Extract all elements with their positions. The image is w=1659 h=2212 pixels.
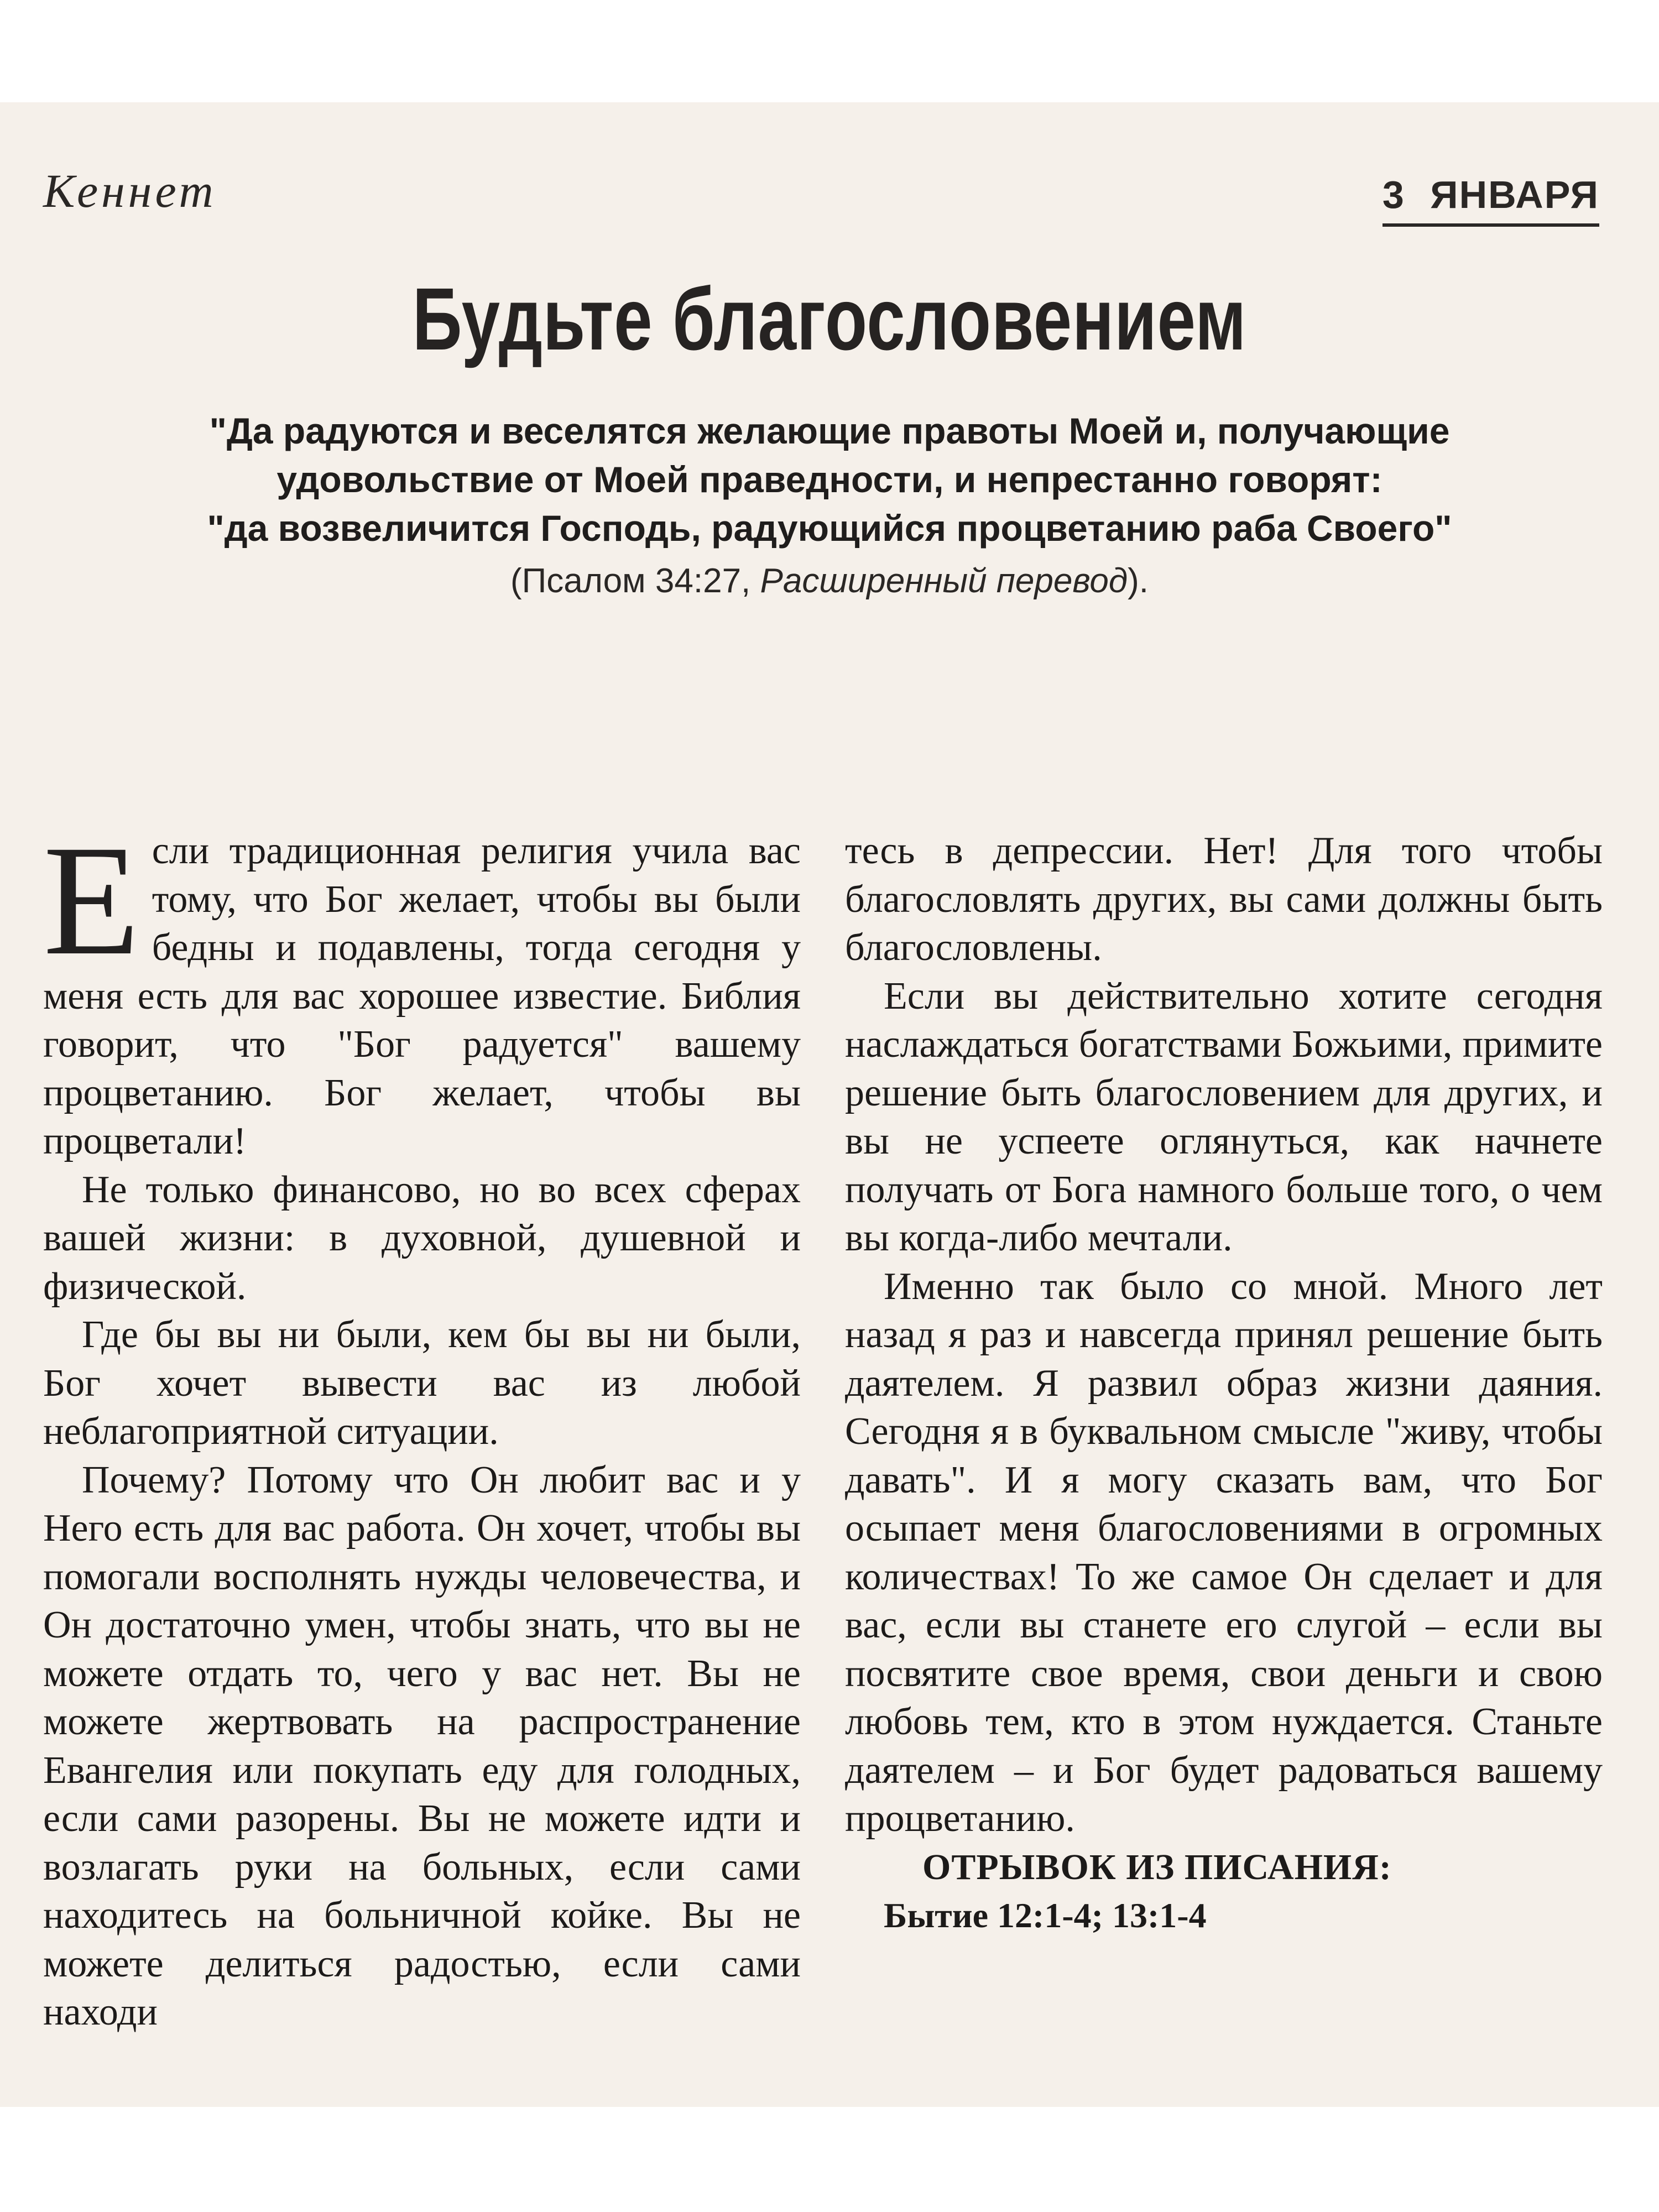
scripture-reading-reference: Бытие 12:1-4; 13:1-4 — [884, 1896, 1207, 1935]
citation-reference: (Псалом 34:27, — [510, 562, 760, 600]
date-month: ЯНВАРЯ — [1430, 173, 1599, 216]
page-title: Будьте благословением — [412, 269, 1247, 368]
epigraph-line: удовольствие от Моей праведности, и непрестанно говорят: — [276, 459, 1383, 500]
epigraph-line: "да возвеличится Господь, радующийся процветанию раба Своего" — [207, 508, 1452, 549]
epigraph — [83, 406, 1576, 552]
citation-translation: Расширенный перевод — [760, 562, 1128, 600]
epigraph-line: "Да радуются и веселятся желающие правоты Моей и, получающие — [209, 410, 1450, 451]
body-paragraph: сли традиционная религия учила вас тому, что Бог желает, чтобы вы были бедны и подавлены, тогда сегодня у меня есть для вас хорошее известие. Библия говорит, что "Бог радуется" вашему процветанию. Бог желает, чтобы вы процветали! — [43, 830, 801, 1162]
body-column-right — [845, 827, 1603, 1940]
date-heading — [1383, 173, 1599, 227]
body-paragraph: Не только финансово, но во всех сферах вашей жизни: в духовной, душевной и физической. — [43, 1168, 801, 1308]
body-paragraph: Почему? Потому что Он любит вас и у Него есть для вас работа. Он хочет, чтобы вы помогали восполнять нужды человечества, и Он достаточно умен, чтобы знать, что вы не можете отдать то, чего у вас нет. Вы не можете жертвовать на распространение Евангелия или покупать еду для голодных, если сами разорены. Вы не можете идти и возлагать руки на больных, если сами находитесь на больничной койке. Вы не можете делиться радостью, если сами находи — [43, 1458, 801, 2033]
date-day: 3 — [1382, 173, 1405, 216]
body-paragraph: тесь в депрессии. Нет! Для того чтобы благословлять других, вы сами должны быть благословлены. — [845, 830, 1603, 969]
epigraph-citation — [83, 561, 1576, 601]
scripture-reading-heading: ОТРЫВОК ИЗ ПИСАНИЯ: — [922, 1846, 1392, 1887]
body-paragraph: Где бы вы ни были, кем бы вы ни были, Бог хочет вывести вас из любой неблагоприятной ситуации. — [43, 1313, 801, 1453]
book-page — [0, 102, 1659, 2107]
body-paragraph: Если вы действительно хотите сегодня наслаждаться богатствами Божьими, примите решение быть благословением для других, и вы не успеете оглянуться, как начнете получать от Бога намного больше того, о чем вы когда-либо мечтали. — [845, 974, 1603, 1259]
running-head-author: Кеннет — [43, 164, 217, 217]
body-column-left — [43, 812, 801, 2037]
drop-cap: Е — [43, 812, 140, 988]
body-paragraph: Именно так было со мной. Много лет назад я раз и навсегда принял решение быть даятелем. Я развил образ жизни даяния. Сегодня я в буквальном смысле "живу, чтобы давать". И я могу сказать вам, что Бог осыпает меня благословениями в огромных количествах! То же самое Он сделает и для вас, если вы станете его слугой – если вы посвятите свое время, свои деньги и свою любовь тем, кто в этом нуждается. Станьте даятелем – и Бог будет радоваться вашему процветанию. — [845, 1265, 1603, 1840]
citation-close: ). — [1128, 562, 1149, 600]
